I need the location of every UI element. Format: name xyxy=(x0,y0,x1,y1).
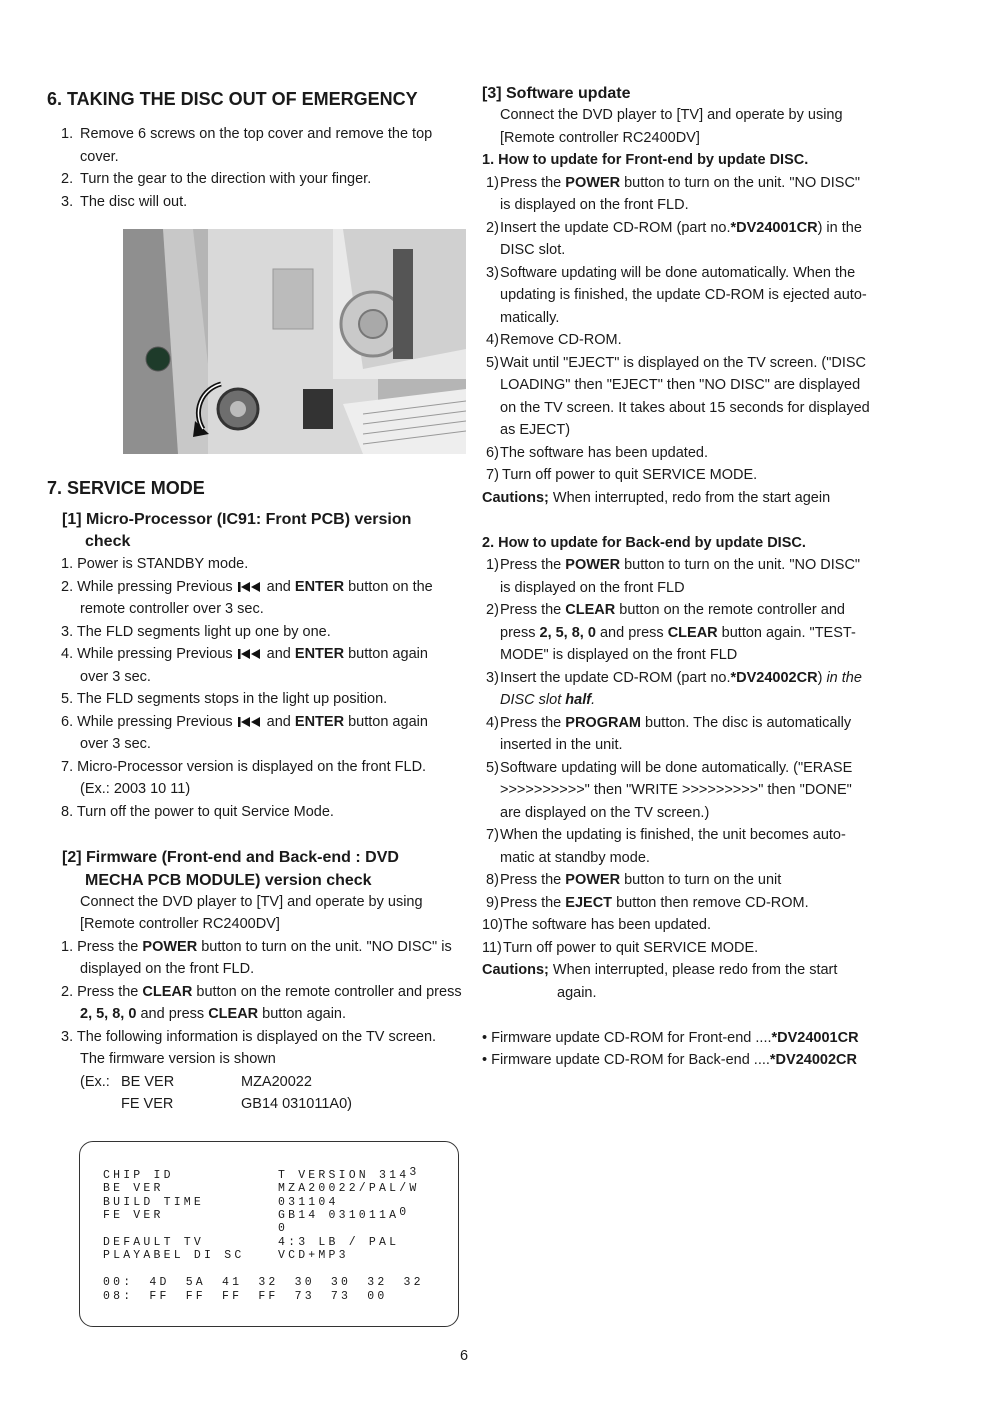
be-step-2-num: 2) xyxy=(486,602,499,618)
fe-step-5-line3: on the TV screen. It takes about 15 seconds for displayed xyxy=(500,400,870,416)
sub1-line-7: 5. The FLD segments stops in the light up position. xyxy=(61,691,388,707)
be-step-5-line3: are displayed on the TV screen.) xyxy=(500,805,710,821)
screen-be-ver-label: BE VER xyxy=(103,1182,164,1195)
be-step-10-line1: The software has been updated. xyxy=(503,917,711,933)
be-step-1-num: 1) xyxy=(486,557,499,573)
be-step-8-line1: Press the POWER button to turn on the unit xyxy=(500,872,782,888)
sub2-ex1-label: BE VER xyxy=(121,1074,175,1090)
fe-step-6-line1: The software has been updated. xyxy=(500,445,708,461)
fe-step-5-line1: Wait until "EJECT" is displayed on the TV screen. ("DISC xyxy=(500,355,866,371)
page-number: 6 xyxy=(460,1348,469,1364)
screen-be-ver-value: MZA20022/PAL/W xyxy=(278,1182,420,1195)
screen-playable-disc-value: VCD+MP3 xyxy=(278,1249,349,1262)
be-step-5-num: 5) xyxy=(486,760,499,776)
s6-step-1-line1: Remove 6 screws on the top cover and remove the top xyxy=(80,126,433,142)
s6-step-2-line1: Turn the gear to the direction with your finger. xyxy=(80,171,372,187)
fe-step-1-line1: Press the POWER button to turn on the unit. "NO DISC" xyxy=(500,175,861,191)
screen-chip-id-label: CHIP ID xyxy=(103,1169,174,1182)
be-step-2-line1: Press the CLEAR button on the remote controller and xyxy=(500,602,845,618)
be-step-11-num: 11) xyxy=(482,940,502,956)
sub1-title-line1: [1] Micro-Processor (IC91: Front PCB) version xyxy=(62,511,412,528)
s6-step-2-num: 2. xyxy=(61,171,74,187)
sub2-line-5: 2. Press the CLEAR button on the remote controller and press xyxy=(61,984,462,1000)
fe-step-5-num: 5) xyxy=(486,355,499,371)
be-title: 2. How to update for Back-end by update DISC. xyxy=(482,535,806,551)
fe-step-2-num: 2) xyxy=(486,220,499,236)
fe-cautions: Cautions; When interrupted, redo from the start agein xyxy=(482,490,831,506)
be-step-9-num: 9) xyxy=(486,895,499,911)
fe-step-3-line1: Software updating will be done automatically. When the xyxy=(500,265,856,281)
fe-step-6-num: 6) xyxy=(486,445,499,461)
sub1-line-9: over 3 sec. xyxy=(80,736,151,752)
screen-default-tv-label: DEFAULT TV xyxy=(103,1236,205,1249)
sub2-line-6: 2, 5, 8, 0 and press CLEAR button again. xyxy=(80,1006,347,1022)
sub2-line-3: 1. Press the POWER button to turn on the unit. "NO DISC" is xyxy=(61,939,452,955)
fe-step-1-line2: is displayed on the front FLD. xyxy=(500,197,689,213)
tv-screen-display xyxy=(79,1141,459,1327)
screen-playable-disc-label: PLAYABEL DI SC xyxy=(103,1249,245,1262)
be-step-1-line1: Press the POWER button to turn on the unit. "NO DISC" xyxy=(500,557,861,573)
be-step-8-num: 8) xyxy=(486,872,499,888)
previous-icon xyxy=(237,582,263,592)
screen-fe-ver-value: GB14 031011A0 xyxy=(278,1206,410,1222)
be-step-7-num: 7) xyxy=(486,827,499,843)
fe-step-4-num: 4) xyxy=(486,332,499,348)
be-step-1-line2: is displayed on the front FLD xyxy=(500,580,685,596)
be-step-4-line2: inserted in the unit. xyxy=(500,737,623,753)
sub1-line-3: remote controller over 3 sec. xyxy=(80,601,264,617)
dvd-mechanism-photo xyxy=(123,229,466,454)
be-step-5-line1: Software updating will be done automatically. ("ERASE xyxy=(500,760,853,776)
sub1-title-line2: check xyxy=(85,533,131,550)
sub1-line-1: 1. Power is STANDBY mode. xyxy=(61,556,249,572)
fe-step-1-num: 1) xyxy=(486,175,499,191)
sub1-line-4: 3. The FLD segments light up one by one. xyxy=(61,624,331,640)
firmware-frontend-note: • Firmware update CD-ROM for Front-end ....*DV24001CR xyxy=(482,1030,859,1046)
be-step-4-line1: Press the PROGRAM button. The disc is automatically xyxy=(500,715,852,731)
sub2-line-2: [Remote controller RC2400DV] xyxy=(80,916,280,932)
be-step-7-line2: matic at standby mode. xyxy=(500,850,650,866)
be-step-3-num: 3) xyxy=(486,670,499,686)
sub2-ex2-label: FE VER xyxy=(121,1096,174,1112)
s3-line-2: [Remote controller RC2400DV] xyxy=(500,130,700,146)
s6-step-1-num: 1. xyxy=(61,126,74,142)
screen-fe-ver-label: FE VER xyxy=(103,1209,164,1222)
sub2-title-line1: [2] Firmware (Front-end and Back-end : DVD xyxy=(62,849,399,866)
s6-step-3-num: 3. xyxy=(61,194,74,210)
sub1-line-8: 6. While pressing Previous and ENTER button again xyxy=(61,714,428,730)
screen-hex-row-08: 08: FF FF FF FF 73 73 00 xyxy=(103,1290,388,1303)
section-6-title: 6. TAKING THE DISC OUT OF EMERGENCY xyxy=(47,89,418,109)
fe-step-3-num: 3) xyxy=(486,265,499,281)
be-step-5-line2: >>>>>>>>>>" then "WRITE >>>>>>>>>" then "DONE" xyxy=(500,782,852,798)
sub2-ex1-value: MZA20022 xyxy=(241,1074,312,1090)
dvd-mechanism-illustration xyxy=(123,229,466,454)
be-step-11-line1: Turn off power to quit SERVICE MODE. xyxy=(503,940,759,956)
fe-step-7-line1: Turn off power to quit SERVICE MODE. xyxy=(502,467,758,483)
sub2-line-7: 3. The following information is displayed on the TV screen. xyxy=(61,1029,437,1045)
fe-step-5-line2: LOADING" then "EJECT" then "NO DISC" are displayed xyxy=(500,377,861,393)
be-step-9-line1: Press the EJECT button then remove CD-ROM. xyxy=(500,895,809,911)
sub1-line-12: 8. Turn off the power to quit Service Mode. xyxy=(61,804,334,820)
previous-icon xyxy=(237,717,263,727)
screen-fe-ver-value-cont: 0 xyxy=(278,1222,289,1235)
s3-line-1: Connect the DVD player to [TV] and operate by using xyxy=(500,107,843,123)
screen-default-tv-value: 4:3 LB / PAL xyxy=(278,1236,400,1249)
section-7-title: 7. SERVICE MODE xyxy=(47,478,205,498)
fe-step-3-line2: updating is finished, the update CD-ROM is ejected auto- xyxy=(500,287,867,303)
be-step-10-num: 10) xyxy=(482,917,503,933)
fe-step-4-line1: Remove CD-ROM. xyxy=(500,332,622,348)
screen-chip-id-value: T VERSION 3143 xyxy=(278,1166,420,1182)
sub2-line-8: The firmware version is shown xyxy=(80,1051,276,1067)
screen-hex-row-00: 00: 4D 5A 41 32 30 30 32 32 xyxy=(103,1276,424,1289)
be-step-2-line2: press 2, 5, 8, 0 and press CLEAR button again. "TEST- xyxy=(500,625,856,641)
sub2-line-1: Connect the DVD player to [TV] and operate by using xyxy=(80,894,423,910)
s6-step-3-line1: The disc will out. xyxy=(80,194,188,210)
fe-step-5-line4: as EJECT) xyxy=(500,422,571,438)
fe-step-3-line3: matically. xyxy=(500,310,560,326)
be-cautions-cont: again. xyxy=(557,985,597,1001)
sub1-line-2: 2. While pressing Previous and ENTER button on the xyxy=(61,579,433,595)
be-step-2-line3: MODE" is displayed on the front FLD xyxy=(500,647,738,663)
sub1-line-11: (Ex.: 2003 10 11) xyxy=(80,781,191,797)
sub2-ex-prefix: (Ex.: xyxy=(80,1074,110,1090)
be-step-7-line1: When the updating is finished, the unit becomes auto- xyxy=(500,827,846,843)
screen-build-time-value: 031104 xyxy=(278,1196,339,1209)
firmware-backend-note: • Firmware update CD-ROM for Back-end ....*DV24002CR xyxy=(482,1052,857,1068)
s6-step-1-line2: cover. xyxy=(80,149,119,165)
sub2-ex2-value: GB14 031011A0) xyxy=(241,1096,352,1112)
be-step-3-line2: DISC slot half. xyxy=(500,692,596,708)
sub2-title-line2: MECHA PCB MODULE) version check xyxy=(85,872,372,889)
sub1-line-10: 7. Micro-Processor version is displayed on the front FLD. xyxy=(61,759,427,775)
s3-title: [3] Software update xyxy=(482,85,631,102)
previous-icon xyxy=(237,649,263,659)
fe-step-2-line2: DISC slot. xyxy=(500,242,566,258)
be-step-3-line1: Insert the update CD-ROM (part no.*DV24002CR) in the xyxy=(500,670,862,686)
be-step-4-num: 4) xyxy=(486,715,499,731)
screen-build-time-label: BUILD TIME xyxy=(103,1196,205,1209)
fe-step-7-num: 7) xyxy=(486,467,499,483)
sub1-line-5: 4. While pressing Previous and ENTER button again xyxy=(61,646,428,662)
be-cautions: Cautions; When interrupted, please redo from the start xyxy=(482,962,838,978)
sub2-line-4: displayed on the front FLD. xyxy=(80,961,255,977)
fe-title: 1. How to update for Front-end by update DISC. xyxy=(482,152,809,168)
fe-step-2-line1: Insert the update CD-ROM (part no.*DV24001CR) in the xyxy=(500,220,862,236)
sub1-line-6: over 3 sec. xyxy=(80,669,151,685)
